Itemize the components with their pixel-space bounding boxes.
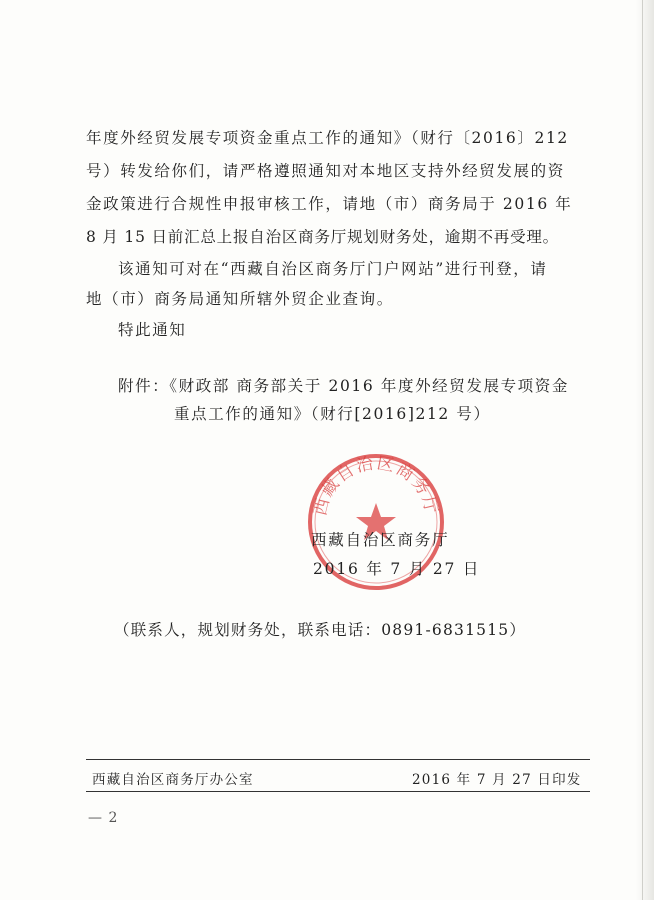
signature-organization: 西藏自治区商务厅 xyxy=(311,531,450,549)
body-line-1: 年度外经贸发展专项资金重点工作的通知》（财行〔2016〕212 xyxy=(86,129,569,147)
body-line-3: 金政策进行合规性申报审核工作，请地（市）商务局于 2016 年 xyxy=(86,195,573,213)
page-number: — 2 xyxy=(88,810,119,826)
footer-issuing-office: 西藏自治区商务厅办公室 xyxy=(92,772,254,788)
footer-rule-bottom xyxy=(86,791,590,792)
scan-edge xyxy=(636,0,654,900)
svg-text:西藏自治区商务厅: 西藏自治区商务厅 xyxy=(310,453,442,518)
closing-phrase: 特此通知 xyxy=(118,321,187,339)
attachment-line-2: 重点工作的通知》（财行[2016]212 号） xyxy=(174,405,491,423)
footer-issue-date: 2016 年 7 月 27 日印发 xyxy=(412,772,582,788)
contact-info: （联系人，规划财务处，联系电话：0891-6831515） xyxy=(114,621,527,639)
body-line-4: 8 月 15 日前汇总上报自治区商务厅规划财务处，逾期不再受理。 xyxy=(86,228,559,246)
body-line-5: 该通知可对在“西藏自治区商务厅门户网站”进行刊登，请 xyxy=(118,260,548,278)
body-line-6: 地（市）商务局通知所辖外贸企业查询。 xyxy=(86,290,394,308)
signature-date: 2016 年 7 月 27 日 xyxy=(313,560,481,578)
footer-rule-top xyxy=(86,759,590,760)
attachment-line-1: 附件：《财政部 商务部关于 2016 年度外经贸发展专项资金 xyxy=(118,377,569,395)
body-line-2: 号）转发给你们，请严格遵照通知对本地区支持外经贸发展的资 xyxy=(86,162,565,180)
